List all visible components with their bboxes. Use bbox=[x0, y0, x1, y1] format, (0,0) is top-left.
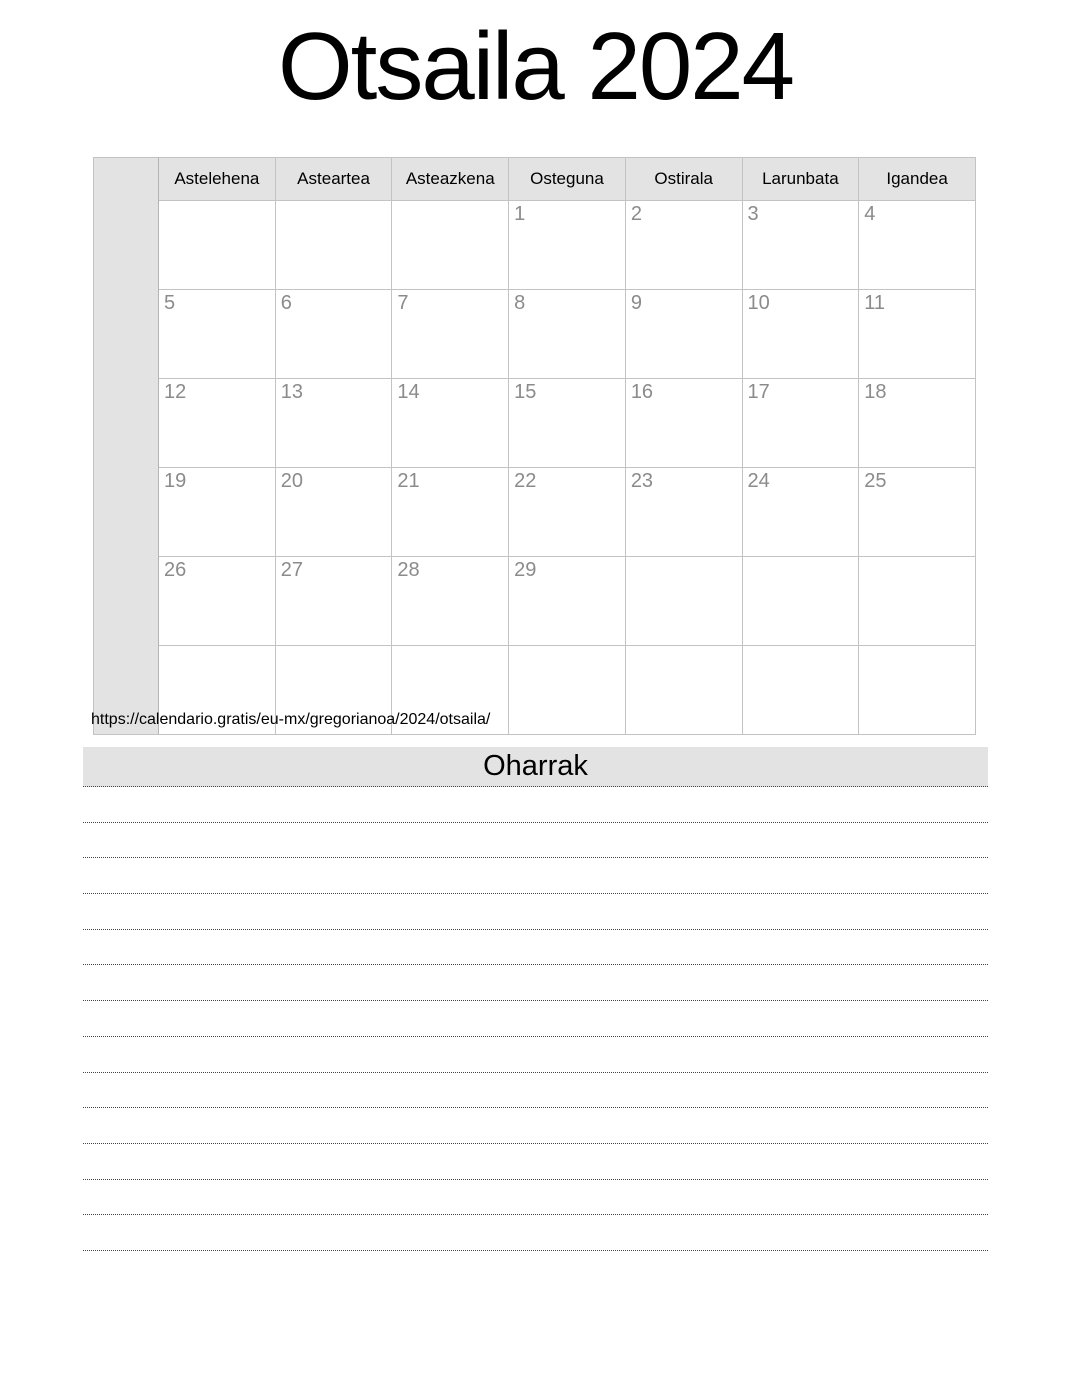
date-number: 5 bbox=[164, 292, 176, 314]
date-cell-12 bbox=[159, 379, 276, 468]
empty-date-cell bbox=[509, 646, 626, 735]
date-number: 12 bbox=[164, 381, 187, 403]
date-cell-13 bbox=[275, 379, 392, 468]
week-side-column bbox=[94, 158, 159, 735]
note-line bbox=[83, 858, 988, 894]
date-number: 4 bbox=[864, 203, 876, 225]
note-line bbox=[83, 787, 988, 823]
notes-header bbox=[83, 747, 988, 787]
date-cell-11 bbox=[859, 290, 976, 379]
note-line bbox=[83, 1001, 988, 1037]
date-number: 3 bbox=[747, 203, 759, 225]
date-cell-17 bbox=[742, 379, 859, 468]
date-number: 8 bbox=[514, 292, 526, 314]
date-cell-28 bbox=[392, 557, 509, 646]
note-line bbox=[83, 1215, 988, 1251]
date-cell-20 bbox=[275, 468, 392, 557]
date-cell-29 bbox=[509, 557, 626, 646]
date-cell-26 bbox=[159, 557, 276, 646]
date-number: 18 bbox=[864, 381, 887, 403]
date-cell-23 bbox=[625, 468, 742, 557]
calendar-table bbox=[93, 157, 976, 735]
date-number: 6 bbox=[280, 292, 292, 314]
date-cell-6 bbox=[275, 290, 392, 379]
date-number: 24 bbox=[747, 470, 770, 492]
date-cell-1 bbox=[509, 201, 626, 290]
page-title: Otsaila 2024 bbox=[277, 13, 793, 120]
date-number: 7 bbox=[397, 292, 409, 314]
date-cell-9 bbox=[625, 290, 742, 379]
date-cell-2 bbox=[625, 201, 742, 290]
note-line bbox=[83, 930, 988, 966]
empty-date-cell bbox=[392, 201, 509, 290]
date-cell-16 bbox=[625, 379, 742, 468]
date-number: 2 bbox=[630, 203, 642, 225]
date-number: 9 bbox=[630, 292, 642, 314]
date-cell-22 bbox=[509, 468, 626, 557]
date-number: 22 bbox=[514, 470, 537, 492]
date-number: 26 bbox=[164, 559, 187, 581]
date-cell-5 bbox=[159, 290, 276, 379]
date-cell-8 bbox=[509, 290, 626, 379]
date-number: 1 bbox=[514, 203, 526, 225]
notes-area bbox=[83, 787, 988, 1251]
date-number: 13 bbox=[280, 381, 303, 403]
note-line bbox=[83, 1037, 988, 1073]
date-number: 10 bbox=[747, 292, 770, 314]
date-cell-3 bbox=[742, 201, 859, 290]
date-cell-14 bbox=[392, 379, 509, 468]
day-header-astelehena: Astelehena bbox=[159, 158, 276, 201]
week-row bbox=[94, 290, 976, 379]
note-line bbox=[83, 965, 988, 1001]
note-line bbox=[83, 823, 988, 859]
week-row bbox=[94, 557, 976, 646]
empty-date-cell bbox=[859, 557, 976, 646]
note-line bbox=[83, 1144, 988, 1180]
date-cell-19 bbox=[159, 468, 276, 557]
date-number: 16 bbox=[630, 381, 654, 403]
date-number: 14 bbox=[397, 381, 420, 403]
empty-date-cell bbox=[275, 201, 392, 290]
empty-date-cell bbox=[859, 646, 976, 735]
weekday-header-row bbox=[94, 158, 976, 201]
day-header-igandea: Igandea bbox=[859, 158, 976, 201]
week-row bbox=[94, 379, 976, 468]
day-header-ostirala: Ostirala bbox=[625, 158, 742, 201]
date-cell-15 bbox=[509, 379, 626, 468]
note-line bbox=[83, 1073, 988, 1109]
empty-date-cell bbox=[625, 646, 742, 735]
date-number: 20 bbox=[280, 470, 303, 492]
note-line bbox=[83, 894, 988, 930]
date-number: 11 bbox=[864, 292, 885, 314]
date-number: 28 bbox=[397, 559, 420, 581]
date-number: 21 bbox=[397, 470, 420, 492]
week-row bbox=[94, 468, 976, 557]
date-cell-27 bbox=[275, 557, 392, 646]
date-cell-25 bbox=[859, 468, 976, 557]
date-number: 29 bbox=[514, 559, 537, 581]
notes-title: Oharrak bbox=[483, 750, 588, 782]
empty-date-cell bbox=[159, 201, 276, 290]
source-url: https://calendario.gratis/eu-mx/gregorianoa/2024/otsaila/ bbox=[91, 711, 491, 728]
date-number: 27 bbox=[280, 559, 303, 581]
note-line bbox=[83, 1180, 988, 1216]
date-cell-7 bbox=[392, 290, 509, 379]
date-number: 25 bbox=[864, 470, 887, 492]
date-cell-10 bbox=[742, 290, 859, 379]
date-cell-4 bbox=[859, 201, 976, 290]
date-cell-18 bbox=[859, 379, 976, 468]
empty-date-cell bbox=[742, 557, 859, 646]
day-header-osteguna: Osteguna bbox=[509, 158, 626, 201]
date-number: 19 bbox=[164, 470, 187, 492]
date-number: 15 bbox=[514, 381, 537, 403]
date-number: 23 bbox=[630, 470, 654, 492]
day-header-asteazkena: Asteazkena bbox=[392, 158, 509, 201]
date-number: 17 bbox=[747, 381, 770, 403]
empty-date-cell bbox=[742, 646, 859, 735]
note-line bbox=[83, 1108, 988, 1144]
empty-date-cell bbox=[625, 557, 742, 646]
date-cell-21 bbox=[392, 468, 509, 557]
date-cell-24 bbox=[742, 468, 859, 557]
day-header-larunbata: Larunbata bbox=[742, 158, 859, 201]
week-row bbox=[94, 201, 976, 290]
day-header-asteartea: Asteartea bbox=[275, 158, 392, 201]
